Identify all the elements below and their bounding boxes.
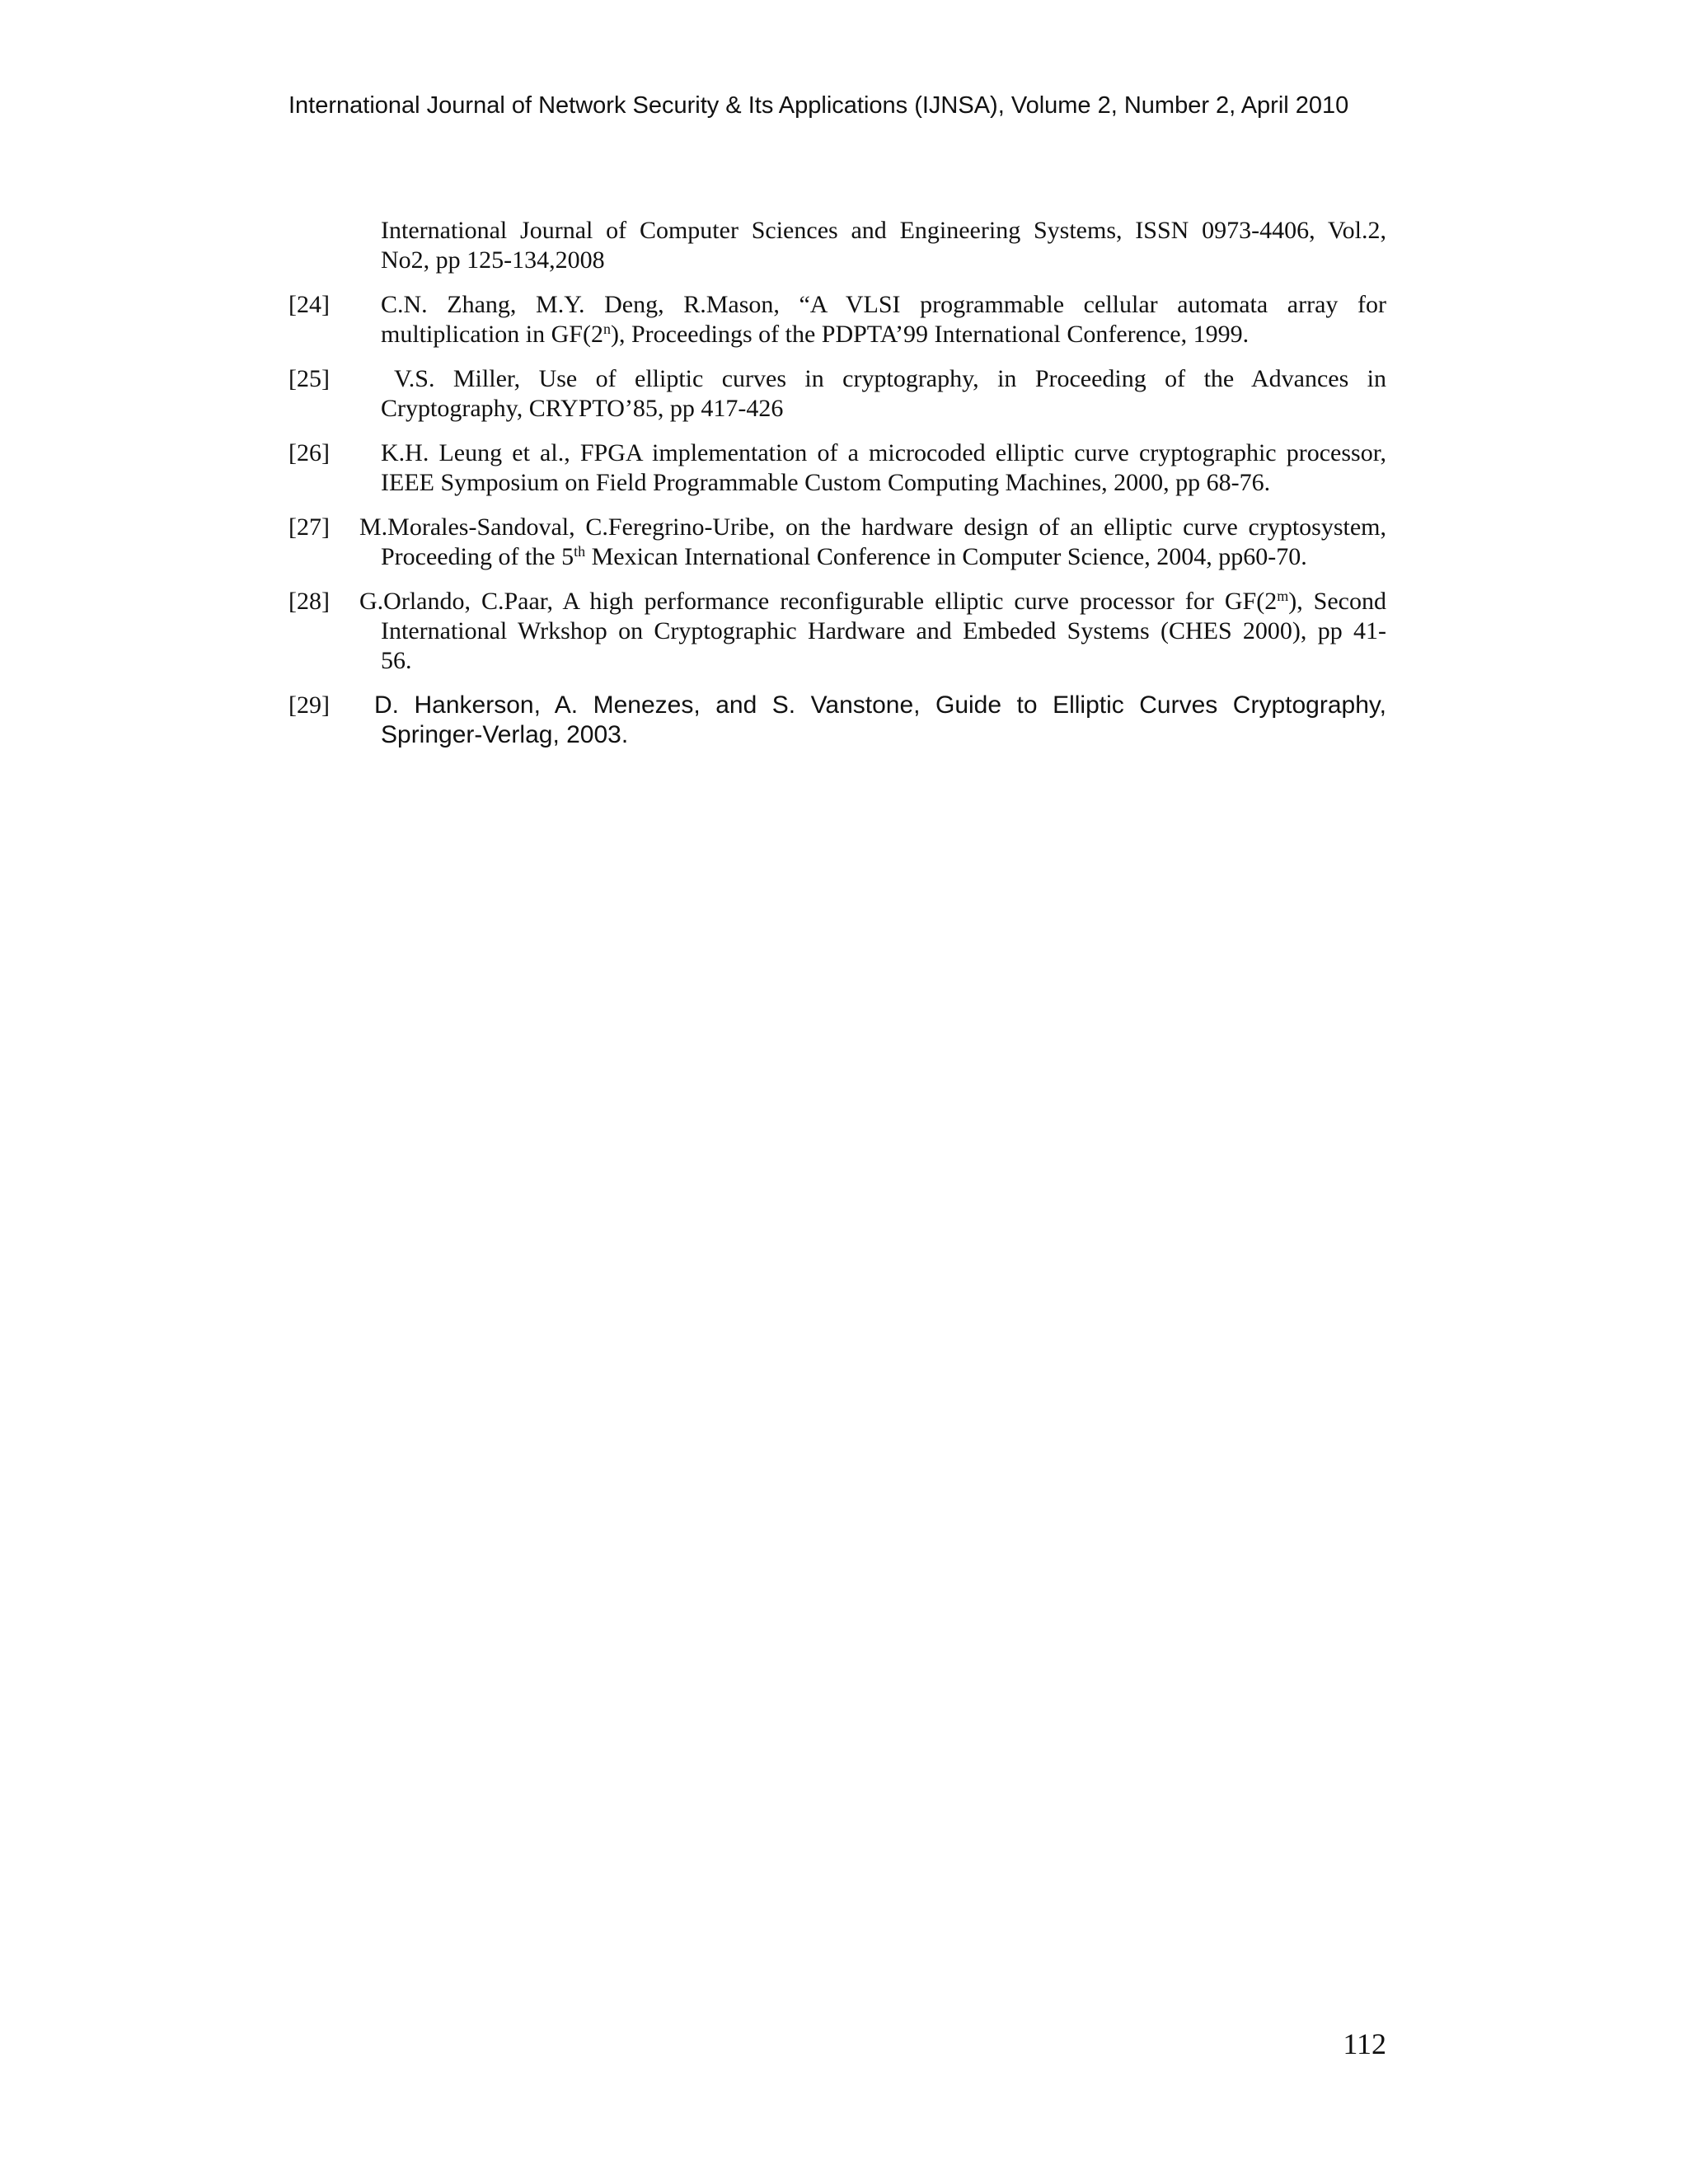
reference-text-line: 56. — [381, 647, 412, 674]
reference-text-line: K.H. Leung et al., FPGA implementation of a microcoded elliptic curve cryptographic processor, — [381, 439, 1386, 466]
reference-text-line: Cryptography, CRYPTO’85, pp 417-426 — [381, 395, 784, 422]
reference-number: [28] — [288, 588, 330, 615]
reference-text-line — [288, 320, 1386, 349]
reference-25 — [288, 364, 1386, 424]
reference-text-line — [288, 587, 1386, 616]
reference-text-fragment: ), Second — [1288, 588, 1386, 615]
reference-number: [26] — [288, 439, 330, 466]
reference-23-continuation — [288, 216, 1386, 275]
reference-text-line: C.N. Zhang, M.Y. Deng, R.Mason, “A VLSI programmable cellular automata array for — [381, 291, 1386, 318]
reference-28 — [288, 587, 1386, 676]
reference-26 — [288, 438, 1386, 498]
running-header: International Journal of Network Security & Its Applications (IJNSA), Volume 2, Number 2, April 2010 — [288, 92, 1349, 119]
reference-number: [24] — [288, 291, 330, 318]
reference-text-line: International Wrkshop on Cryptographic Hardware and Embeded Systems (CHES 2000), pp 41- — [381, 617, 1386, 644]
reference-number: [25] — [288, 365, 330, 392]
reference-text-fragment: Mexican International Conference in Computer Science, 2004, pp60-70. — [585, 543, 1307, 570]
reference-text-fragment: G.Orlando, C.Paar, A high performance reconfigurable elliptic curve processor for GF(2 — [359, 588, 1278, 615]
superscript: n — [603, 321, 611, 338]
reference-number: [27] — [288, 513, 330, 541]
reference-list — [288, 216, 1386, 765]
superscript: m — [1277, 588, 1289, 605]
reference-text-fragment: Proceeding of the 5 — [381, 543, 574, 570]
reference-text-line: V.S. Miller, Use of elliptic curves in cryptography, in Proceeding of the Advances in — [394, 365, 1386, 392]
reference-27 — [288, 513, 1386, 572]
reference-text-fragment: ), Proceedings of the PDPTA’99 International Conference, 1999. — [611, 321, 1250, 348]
reference-text-line — [288, 542, 1386, 572]
reference-text-line: Springer-Verlag, 2003. — [381, 721, 629, 748]
reference-24 — [288, 290, 1386, 349]
reference-text-fragment: multiplication in GF(2 — [381, 321, 603, 348]
reference-number: [29] — [288, 691, 330, 719]
reference-text-line: D. Hankerson, A. Menezes, and S. Vanstone, Guide to Elliptic Curves Cryptography, — [374, 691, 1386, 719]
reference-text-line: IEEE Symposium on Field Programmable Custom Computing Machines, 2000, pp 68-76. — [381, 469, 1271, 496]
superscript: th — [574, 543, 586, 560]
reference-29 — [288, 691, 1386, 750]
reference-text-line: M.Morales-Sandoval, C.Feregrino-Uribe, on the hardware design of an elliptic curve cryptosystem, — [359, 513, 1386, 541]
reference-text-line: No2, pp 125-134,2008 — [381, 246, 605, 274]
reference-text-line: International Journal of Computer Sciences and Engineering Systems, ISSN 0973-4406, Vol.2, — [381, 217, 1386, 244]
page-number: 112 — [1343, 2027, 1386, 2060]
